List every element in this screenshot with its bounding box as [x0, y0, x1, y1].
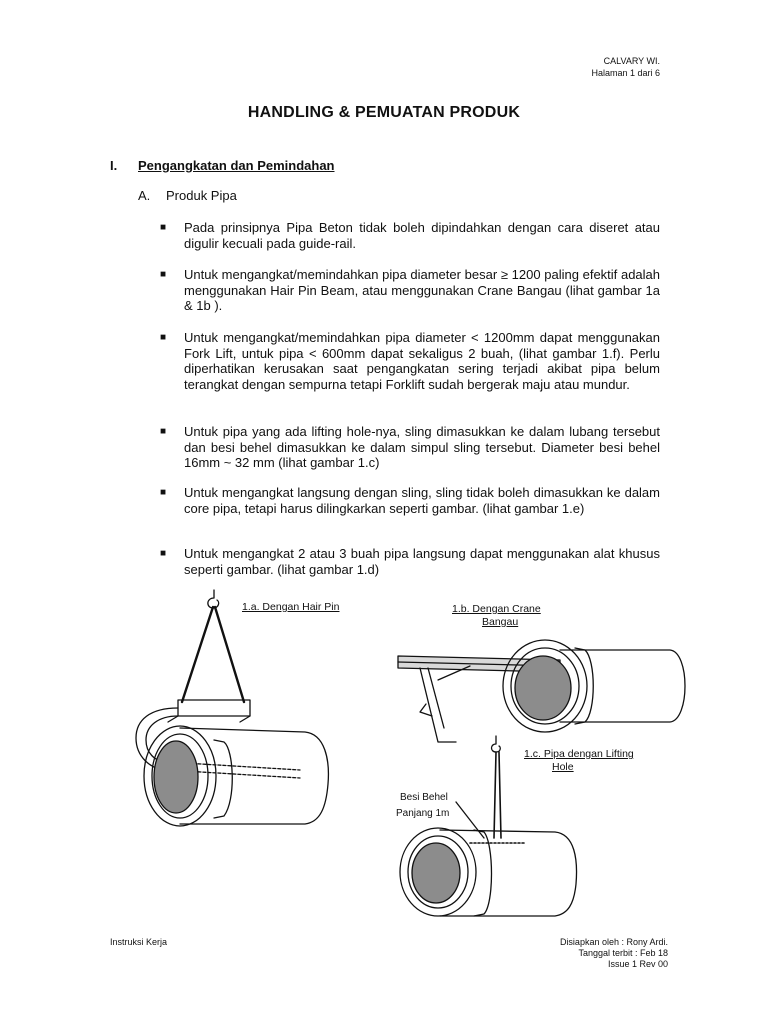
figure-1a-caption: 1.a. Dengan Hair Pin: [242, 601, 340, 613]
lifting-hole-figure: [400, 736, 577, 916]
bullet-marker: ■: [160, 487, 167, 498]
figure-1c-note: Besi Behel: [400, 792, 448, 803]
section-label: Pengangkatan dan Pemindahan: [138, 158, 335, 173]
footer-date: Tanggal terbit : Feb 18: [578, 948, 668, 958]
header-company: CALVARY WI.: [603, 56, 660, 66]
footer-prepared: Disiapkan oleh : Rony Ardi.: [559, 937, 668, 947]
bullet-marker: ■: [160, 222, 167, 233]
bullet-marker: ■: [160, 269, 167, 280]
bullet-text: Untuk pipa yang ada lifting hole-nya, sling dimasukkan ke dalam lubang tersebut dan besi behel dimasukkan ke dalam simpul sling tersebut. Diameter besi behel 16mm ~ 32 mm (lihat gambar 1.c): [184, 424, 660, 470]
bullet-marker: ■: [160, 548, 167, 559]
section-number: I.: [110, 158, 118, 173]
subsection-label: Produk Pipa: [166, 188, 237, 203]
figure-1b-caption: 1.b. Dengan Crane: [452, 603, 541, 615]
figure-1c-caption: 1.c. Pipa dengan Lifting: [524, 748, 634, 760]
figure-1c-note-line2: Panjang 1m: [396, 808, 450, 819]
crane-bangau-figure: [398, 640, 685, 742]
bullet-text: Untuk mengangkat langsung dengan sling, sling tidak boleh dimasukkan ke dalam core pipa, tetapi harus dilingkarkan seperti gambar. (lihat gambar 1.e): [184, 485, 660, 516]
bullet-marker: ■: [160, 332, 167, 343]
document-title: HANDLING & PEMUATAN PRODUK: [247, 104, 521, 121]
figure-1c-caption-line2: Hole: [552, 761, 574, 773]
bullet-text: Untuk mengangkat/memindahkan pipa diameter < 1200mm dapat menggunakan Fork Lift, untuk pipa < 600mm dapat sekaligus 2 buah, (lihat gambar 1.f). Perlu diperhatikan kerusakan saat pengangkatan sering terjadi akibat pipa belum terangkat dengan sempurna tetapi Forklift sudah bergerak maju atau mundur.: [184, 330, 660, 392]
hair-pin-figure: [136, 590, 328, 826]
subsection-letter: A.: [138, 188, 151, 203]
bullet-text: Untuk mengangkat/memindahkan pipa diameter besar ≥ 1200 paling efektif adalah menggunakan Hair Pin Beam, atau menggunakan Crane Bangau (lihat gambar 1a & 1b ).: [184, 267, 660, 313]
figure-1b-caption-line2: Bangau: [482, 616, 519, 628]
footer-issue: Issue 1 Rev 00: [607, 959, 668, 969]
bullet-marker: ■: [160, 426, 167, 437]
footer-left: Instruksi Kerja: [110, 937, 168, 947]
bullet-text: Untuk mengangkat 2 atau 3 buah pipa langsung dapat menggunakan alat khusus seperti gambar. (lihat gambar 1.d): [184, 546, 660, 577]
bullet-text: Pada prinsipnya Pipa Beton tidak boleh dipindahkan dengan cara diseret atau digulir kecuali pada guide-rail.: [184, 220, 660, 251]
header-page-number: Halaman 1 dari 6: [591, 68, 660, 78]
